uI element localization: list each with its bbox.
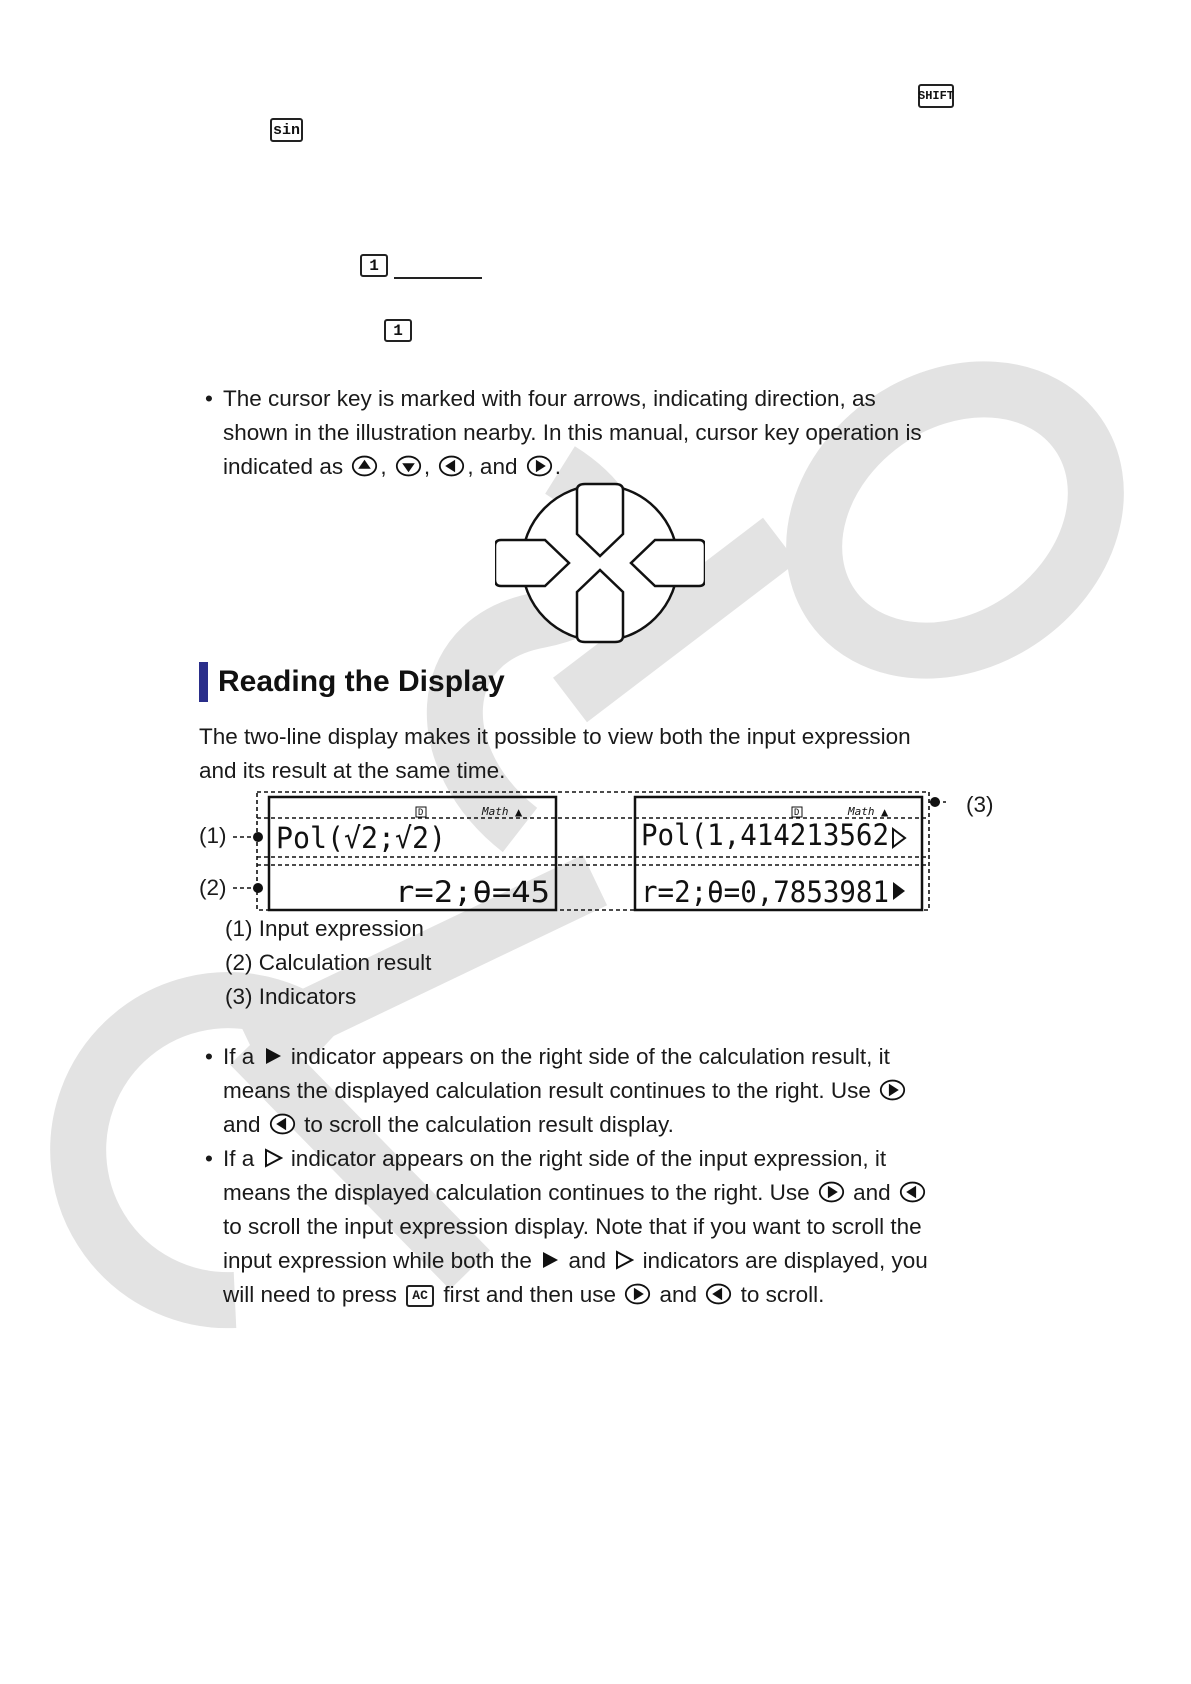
one-key-icon-2: 1 [384,319,412,342]
left-arrow-key-icon [269,1113,296,1135]
b2-line-2: means the displayed calculation result continues to the right. Use [223,1074,995,1108]
filled-right-triangle-icon [540,1250,560,1270]
ac-key-icon: AC [406,1285,434,1307]
bullet-dot: • [205,1044,213,1069]
cursor-line-2: shown in the illustration nearby. In this manual, cursor key operation is [223,420,922,445]
left-math-indicator: Math [482,805,509,818]
legend-item-1: (1) Input expression [225,916,424,941]
intro-line-1: The two-line display makes it possible to view both the input expression [199,724,911,749]
callout-1-label: (1) [199,823,227,848]
display-diagram [230,785,965,915]
callout-2-label: (2) [199,875,227,900]
input-continues-indicator [893,829,905,847]
b2-line-3: and to scroll the calculation result display. [223,1112,674,1137]
input-indicator-bullet [205,1142,995,1312]
underline-rule [394,277,482,279]
left-input-expression: Pol(√2;√2) [276,821,446,855]
shift-key-icon: SHIFT [918,84,954,108]
bullet-dot: • [205,1146,213,1171]
right-calc-result: r=2;θ=0,7853981 [641,875,889,909]
b3-line-3: to scroll the input expression display. Note that if you want to scroll the [223,1214,922,1239]
right-up-indicator: ▲ [881,805,889,819]
right-arrow-key-icon [818,1181,845,1203]
cursor-line-1: The cursor key is marked with four arrows, indicating direction, as [223,386,876,411]
outlined-right-triangle-icon [263,1148,283,1168]
section-heading: Reading the Display [199,662,505,702]
b3-line-2: means the displayed calculation continues to the right. Use and [223,1176,995,1210]
filled-right-triangle-icon [263,1046,283,1066]
bullet-dot: • [205,386,213,411]
cursor-key-illustration [495,482,705,644]
right-math-indicator: Math [848,805,875,818]
cursor-line-3: indicated as , , , and . [223,454,561,479]
b3-line-4: input expression while both the and indicators are displayed, you [223,1248,928,1273]
right-arrow-key-icon [526,455,553,477]
down-arrow-key-icon [395,455,422,477]
left-d-indicator: D [418,808,424,818]
outlined-right-triangle-icon [614,1250,634,1270]
result-indicator-bullet [205,1040,995,1142]
legend-item-2: (2) Calculation result [225,950,432,975]
b3-line-5: will need to press AC first and then use and to scroll. [223,1282,825,1307]
left-arrow-key-icon [705,1283,732,1305]
intro-paragraph [199,720,999,788]
intro-line-2: and its result at the same time. [199,758,506,783]
sin-key-icon: sin [270,118,303,142]
left-arrow-key-icon [899,1181,926,1203]
right-arrow-key-icon [879,1079,906,1101]
up-arrow-key-icon [351,455,378,477]
cursor-key-bullet [205,382,995,484]
b2-line-1: If a indicator appears on the right side of the calculation result, it [223,1044,890,1069]
one-key-icon: 1 [360,254,388,277]
right-input-expression: Pol(1,414213562 [641,818,889,852]
result-continues-indicator [893,882,905,900]
legend-item-3: (3) Indicators [225,984,357,1009]
right-d-indicator: D [794,808,800,818]
left-arrow-key-icon [438,455,465,477]
left-calc-result: r=2;θ=45 [395,875,550,909]
callout-3-label: (3) [966,792,994,817]
b3-line-1: If a indicator appears on the right side of the input expression, it [223,1146,887,1171]
right-arrow-key-icon [624,1283,651,1305]
left-up-indicator: ▲ [515,805,523,819]
